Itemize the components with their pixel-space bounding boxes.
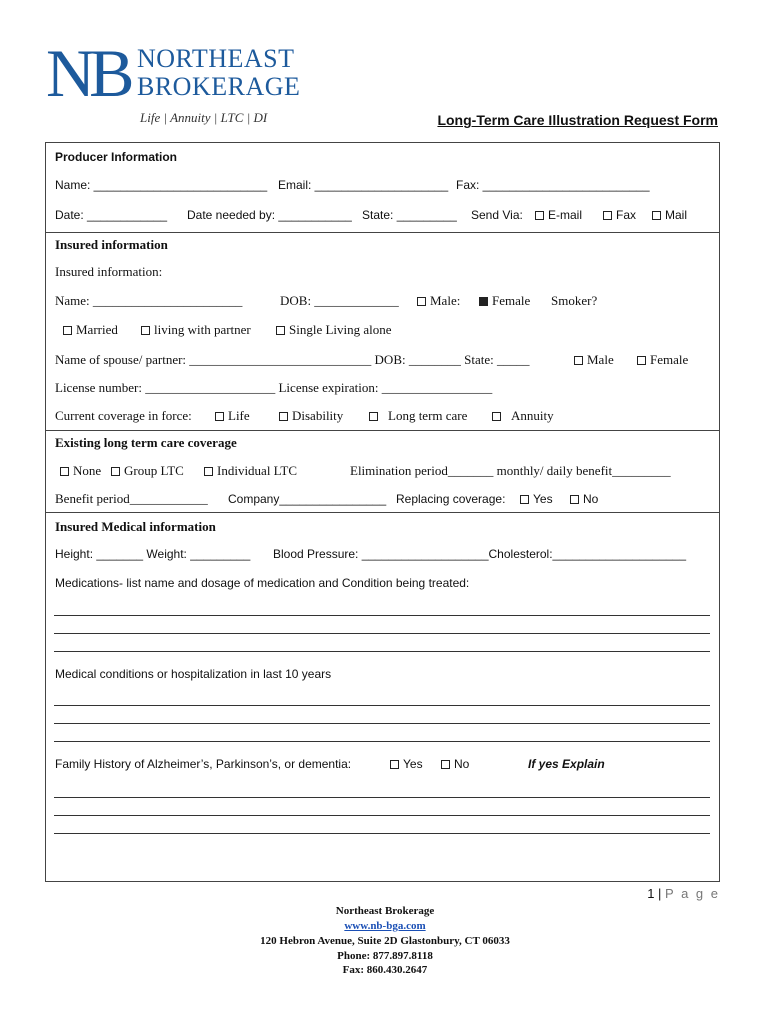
explain-label: If yes Explain [528, 757, 605, 771]
coverage-life-option[interactable]: Life [215, 408, 250, 424]
insured-name-field[interactable]: Name: _______________________ [55, 293, 243, 308]
nb-logo-mark [46, 42, 134, 100]
insured-dob-field[interactable]: DOB: _____________ [280, 293, 399, 308]
checkbox-icon[interactable] [637, 356, 646, 365]
spouse-male-option[interactable]: Male [574, 352, 614, 368]
logo-tagline: Life | Annuity | LTC | DI [140, 110, 268, 125]
checkbox-icon[interactable] [441, 760, 450, 769]
checkbox-icon[interactable] [520, 495, 529, 504]
send-via-mail-option[interactable]: Mail [652, 208, 687, 222]
insured-heading: Insured information [55, 237, 168, 252]
checkbox-icon[interactable] [574, 356, 583, 365]
checkbox-icon[interactable] [63, 326, 72, 335]
existing-coverage-heading: Existing long term care coverage [55, 435, 237, 450]
existing-none-option[interactable]: None [60, 463, 101, 479]
checkbox-checked-icon[interactable] [479, 297, 488, 306]
benefit-period-field[interactable]: Benefit period____________ [55, 491, 208, 506]
checkbox-icon[interactable] [603, 211, 612, 220]
insured-female-option[interactable]: Female [479, 293, 530, 309]
logo-wordmark-line1: NORTHEAST [137, 44, 295, 73]
producer-heading: Producer Information [55, 150, 178, 164]
producer-date-field[interactable]: Date: ____________ [55, 208, 168, 222]
section-divider [45, 430, 720, 431]
checkbox-icon[interactable] [390, 760, 399, 769]
existing-group-option[interactable]: Group LTC [111, 463, 184, 479]
coverage-label: Current coverage in force: [55, 408, 192, 423]
checkbox-icon[interactable] [535, 211, 544, 220]
checkbox-icon[interactable] [369, 412, 378, 421]
partner-option[interactable]: living with partner [141, 322, 251, 338]
producer-name-field[interactable]: Name: __________________________ [55, 178, 268, 192]
answer-line[interactable] [54, 797, 710, 798]
single-option[interactable]: Single Living alone [276, 322, 392, 338]
send-via-fax-option[interactable]: Fax [603, 208, 636, 222]
existing-individual-option[interactable]: Individual LTC [204, 463, 297, 479]
answer-line[interactable] [54, 741, 710, 742]
send-via-label: Send Via: [471, 208, 523, 222]
producer-state-field[interactable]: State: _________ [362, 208, 457, 222]
spouse-female-option[interactable]: Female [637, 352, 688, 368]
section-divider [45, 512, 720, 513]
coverage-annuity-option[interactable]: Annuity [492, 408, 554, 424]
date-needed-field[interactable]: Date needed by: ___________ [187, 208, 352, 222]
license-field[interactable]: License number: ____________________ License expiration: _________________ [55, 380, 493, 395]
smoker-label: Smoker? [551, 293, 598, 308]
replacing-yes-option[interactable]: Yes [520, 492, 553, 506]
footer-fax: Fax: 860.430.2647 [342, 964, 428, 976]
answer-line[interactable] [54, 651, 710, 652]
footer-company: Northeast Brokerage [335, 905, 435, 917]
company-field[interactable]: Company________________ [228, 492, 387, 506]
coverage-disability-option[interactable]: Disability [279, 408, 343, 424]
answer-line[interactable] [54, 705, 710, 706]
answer-line[interactable] [54, 633, 710, 634]
insured-male-option[interactable]: Male: [417, 293, 460, 309]
svg-text:NB: NB [46, 42, 129, 100]
married-option[interactable]: Married [63, 322, 118, 338]
checkbox-icon[interactable] [417, 297, 426, 306]
medications-label: Medications- list name and dosage of medication and Condition being treated: [55, 576, 470, 590]
family-no-option[interactable]: No [441, 757, 469, 771]
height-weight-field[interactable]: Height: _______ Weight: _________ [55, 547, 251, 561]
checkbox-icon[interactable] [492, 412, 501, 421]
page-number: 1 | P a g e [647, 886, 720, 901]
bp-cholesterol-field[interactable]: Blood Pressure: ___________________Cholesterol:____________________ [273, 547, 687, 561]
section-divider [45, 232, 720, 233]
family-history-label: Family History of Alzheimer’s, Parkinson’s, or dementia: [55, 757, 352, 771]
form-title: Long-Term Care Illustration Request Form [437, 112, 718, 128]
replacing-no-option[interactable]: No [570, 492, 598, 506]
checkbox-icon[interactable] [276, 326, 285, 335]
replacing-label: Replacing coverage: [396, 492, 506, 506]
answer-line[interactable] [54, 615, 710, 616]
coverage-ltc-option[interactable]: Long term care [369, 408, 467, 424]
checkbox-icon[interactable] [204, 467, 213, 476]
checkbox-icon[interactable] [111, 467, 120, 476]
elimination-benefit-field[interactable]: Elimination period_______ monthly/ daily benefit_________ [350, 463, 671, 478]
answer-line[interactable] [54, 815, 710, 816]
footer-url-link[interactable]: www.nb-bga.com [344, 920, 426, 932]
family-yes-option[interactable]: Yes [390, 757, 423, 771]
producer-email-field[interactable]: Email: ____________________ [278, 178, 449, 192]
footer-phone: Phone: 877.897.8118 [337, 950, 433, 962]
checkbox-icon[interactable] [570, 495, 579, 504]
spouse-field[interactable]: Name of spouse/ partner: ____________________________ DOB: ________ State: _____ [55, 352, 530, 367]
conditions-label: Medical conditions or hospitalization in last 10 years [55, 667, 332, 681]
checkbox-icon[interactable] [141, 326, 150, 335]
send-via-email-option[interactable]: E-mail [535, 208, 582, 222]
producer-fax-field[interactable]: Fax: _________________________ [456, 178, 650, 192]
insured-subheading: Insured information: [55, 264, 163, 279]
logo-wordmark-line2: BROKERAGE [137, 72, 301, 101]
checkbox-icon[interactable] [279, 412, 288, 421]
checkbox-icon[interactable] [215, 412, 224, 421]
checkbox-icon[interactable] [652, 211, 661, 220]
checkbox-icon[interactable] [60, 467, 69, 476]
medical-heading: Insured Medical information [55, 519, 216, 534]
footer-address: 120 Hebron Avenue, Suite 2D Glastonbury, CT 06033 [260, 935, 510, 947]
answer-line[interactable] [54, 723, 710, 724]
answer-line[interactable] [54, 833, 710, 834]
